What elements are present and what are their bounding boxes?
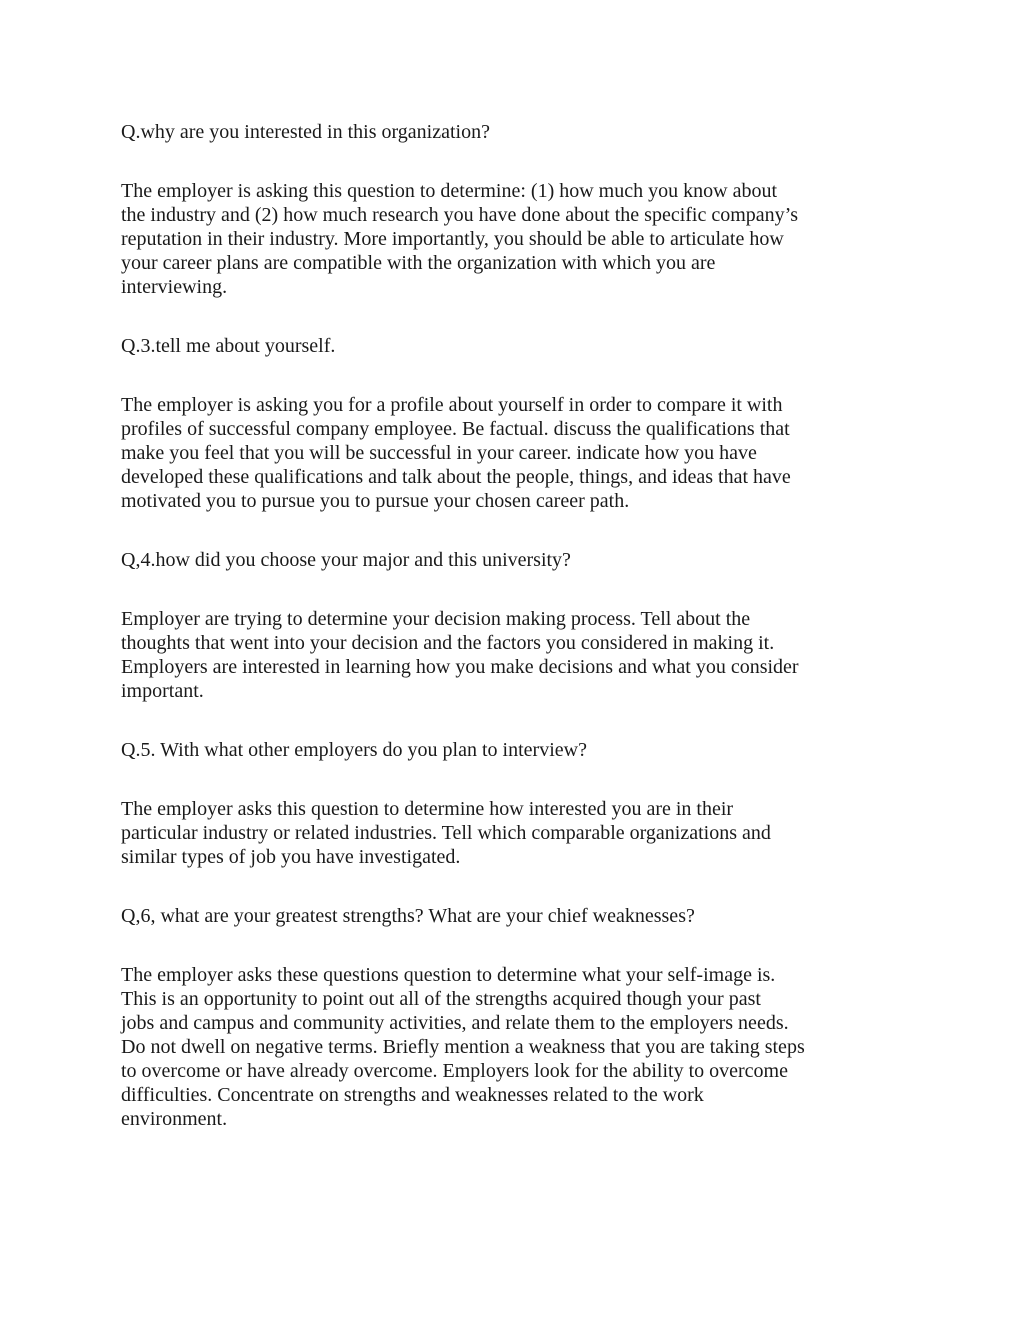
qa-section-other-employers [121,738,914,869]
answer-line: similar types of job you have investigated. [121,846,461,868]
answer-line: thoughts that went into your decision and the factors you considered in making it. [121,632,775,654]
question-heading: Q.5. With what other employers do you plan to interview? [121,739,587,761]
answer-line: profiles of successful company employee. Be factual. discuss the qualifications that [121,418,790,440]
answer-line: interviewing. [121,276,228,298]
qa-section-major-and-university [121,548,914,703]
answer-line: The employer is asking you for a profile about yourself in order to compare it with [121,394,783,416]
answer-line: difficulties. Concentrate on strengths and weaknesses related to the work [121,1084,704,1106]
answer-line: developed these qualifications and talk about the people, things, and ideas that have [121,466,791,488]
answer-line: The employer asks this question to determine how interested you are in their [121,798,734,820]
answer-paragraph [121,797,914,869]
answer-line: make you feel that you will be successful in your career. indicate how you have [121,442,757,464]
answer-line: This is an opportunity to point out all of the strengths acquired though your past [121,988,761,1010]
qa-section-about-yourself [121,334,914,513]
answer-line: The employer asks these questions question to determine what your self-image is. [121,964,776,986]
question-heading: Q,4.how did you choose your major and this university? [121,549,571,571]
answer-line: motivated you to pursue you to pursue your chosen career path. [121,490,630,512]
question-heading: Q,6, what are your greatest strengths? What are your chief weaknesses? [121,905,695,927]
answer-line: your career plans are compatible with the organization with which you are [121,252,716,274]
answer-paragraph [121,179,914,299]
answer-line: Employers are interested in learning how you make decisions and what you consider [121,656,799,678]
answer-line: environment. [121,1108,228,1130]
answer-paragraph [121,963,914,1131]
answer-line: the industry and (2) how much research you have done about the specific company’s [121,204,799,226]
answer-line: Employer are trying to determine your decision making process. Tell about the [121,608,751,630]
answer-paragraph [121,607,914,703]
question-heading: Q.3.tell me about yourself. [121,335,336,357]
qa-section-strengths-weaknesses [121,904,914,1131]
question-heading: Q.why are you interested in this organization? [121,121,490,143]
qa-section-organization-interest [121,120,914,299]
answer-line: important. [121,680,204,702]
answer-line: particular industry or related industries. Tell which comparable organizations and [121,822,771,844]
answer-line: The employer is asking this question to determine: (1) how much you know about [121,180,777,202]
answer-paragraph [121,393,914,513]
answer-line: jobs and campus and community activities, and relate them to the employers needs. [121,1012,789,1034]
answer-line: Do not dwell on negative terms. Briefly mention a weakness that you are taking steps [121,1036,805,1058]
answer-line: reputation in their industry. More importantly, you should be able to articulate how [121,228,784,250]
answer-line: to overcome or have already overcome. Employers look for the ability to overcome [121,1060,788,1082]
